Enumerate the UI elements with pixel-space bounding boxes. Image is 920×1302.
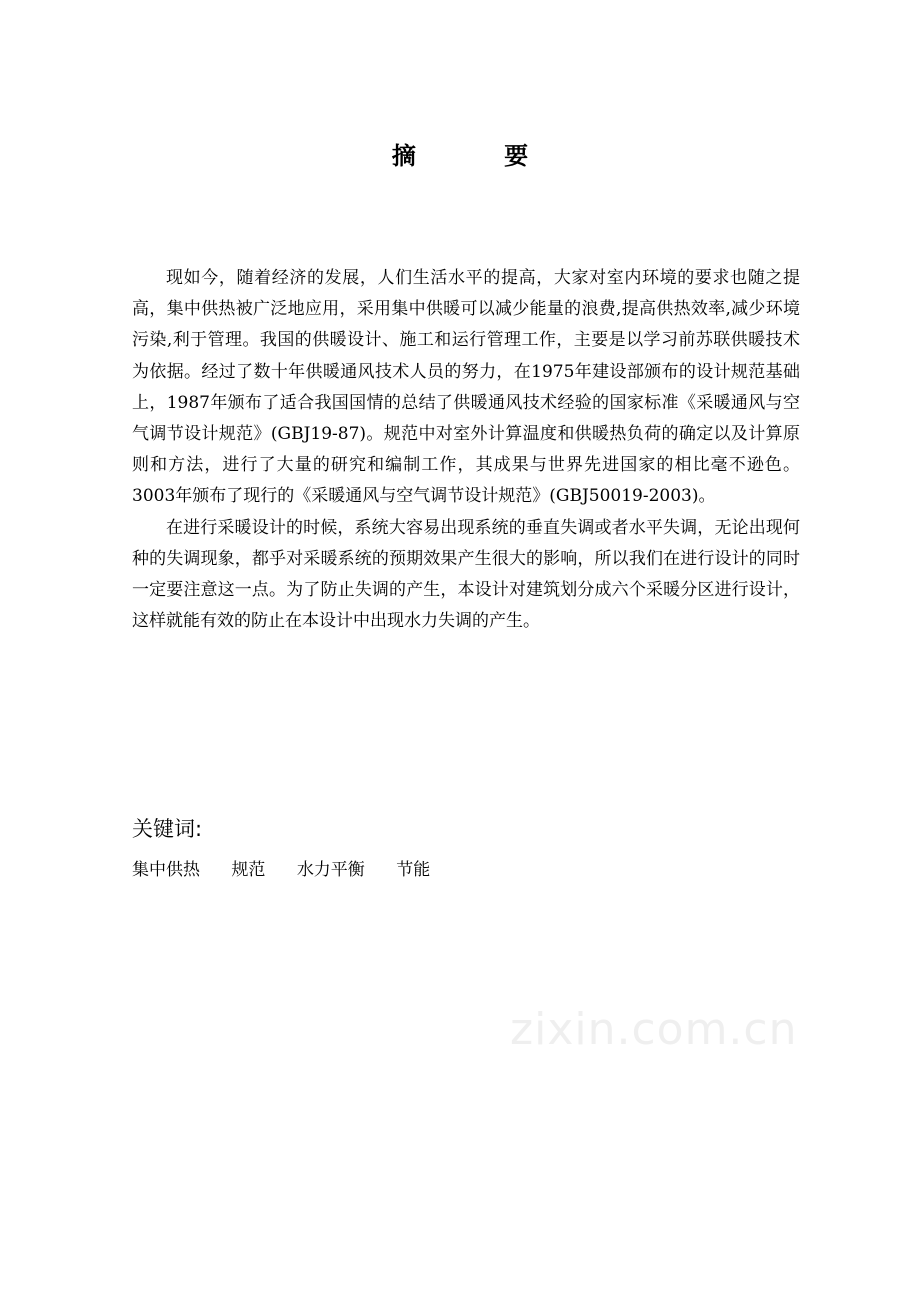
watermark-text: zixin.com.cn [510, 1004, 798, 1055]
keywords-list [132, 855, 456, 885]
keyword-item: 水力平衡 [296, 860, 365, 880]
abstract-body [132, 263, 800, 637]
keyword-item: 规范 [231, 860, 266, 880]
abstract-title: 摘 要 [391, 142, 569, 170]
keywords-heading: 关键词: [132, 817, 203, 841]
abstract-paragraph-1: 现如今，随着经济的发展，人们生活水平的提高，大家对室内环境的要求也随之提高，集中供热被广泛地应用，采用集中供暖可以减少能量的浪费,提高供热效率,减少环境污染,利于管理。我国的供暖设计、施工和运行管理工作，主要是以学习前苏联供暖技术为依据。经过了数十年供暖通风技术人员的努力，在1975年建设部颁布的设计规范基础上，1987年颁布了适合我国国情的总结了供暖通风技术经验的国家标准《采暖通风与空气调节设计规范》(GBJ19-87)。规范中对室外计算温度和供暖热负荷的确定以及计算原则和方法，进行了大量的研究和编制工作，其成果与世界先进国家的相比毫不逊色。3003年颁布了现行的《采暖通风与空气调节设计规范》(GBJ50019-2003)。 [132, 268, 800, 507]
keyword-item: 集中供热 [132, 860, 200, 880]
abstract-paragraph-2: 在进行采暖设计的时候，系统大容易出现系统的垂直失调或者水平失调，无论出现何种的失调现象，都乎对采暖系统的预期效果产生很大的影响，所以我们在进行设计的同时一定要注意这一点。为了防止失调的产生，本设计对建筑划分成六个采暖分区进行设计，这样就能有效的防止在本设计中出现水力失调的产生。 [132, 517, 800, 632]
keyword-item: 节能 [396, 860, 431, 880]
